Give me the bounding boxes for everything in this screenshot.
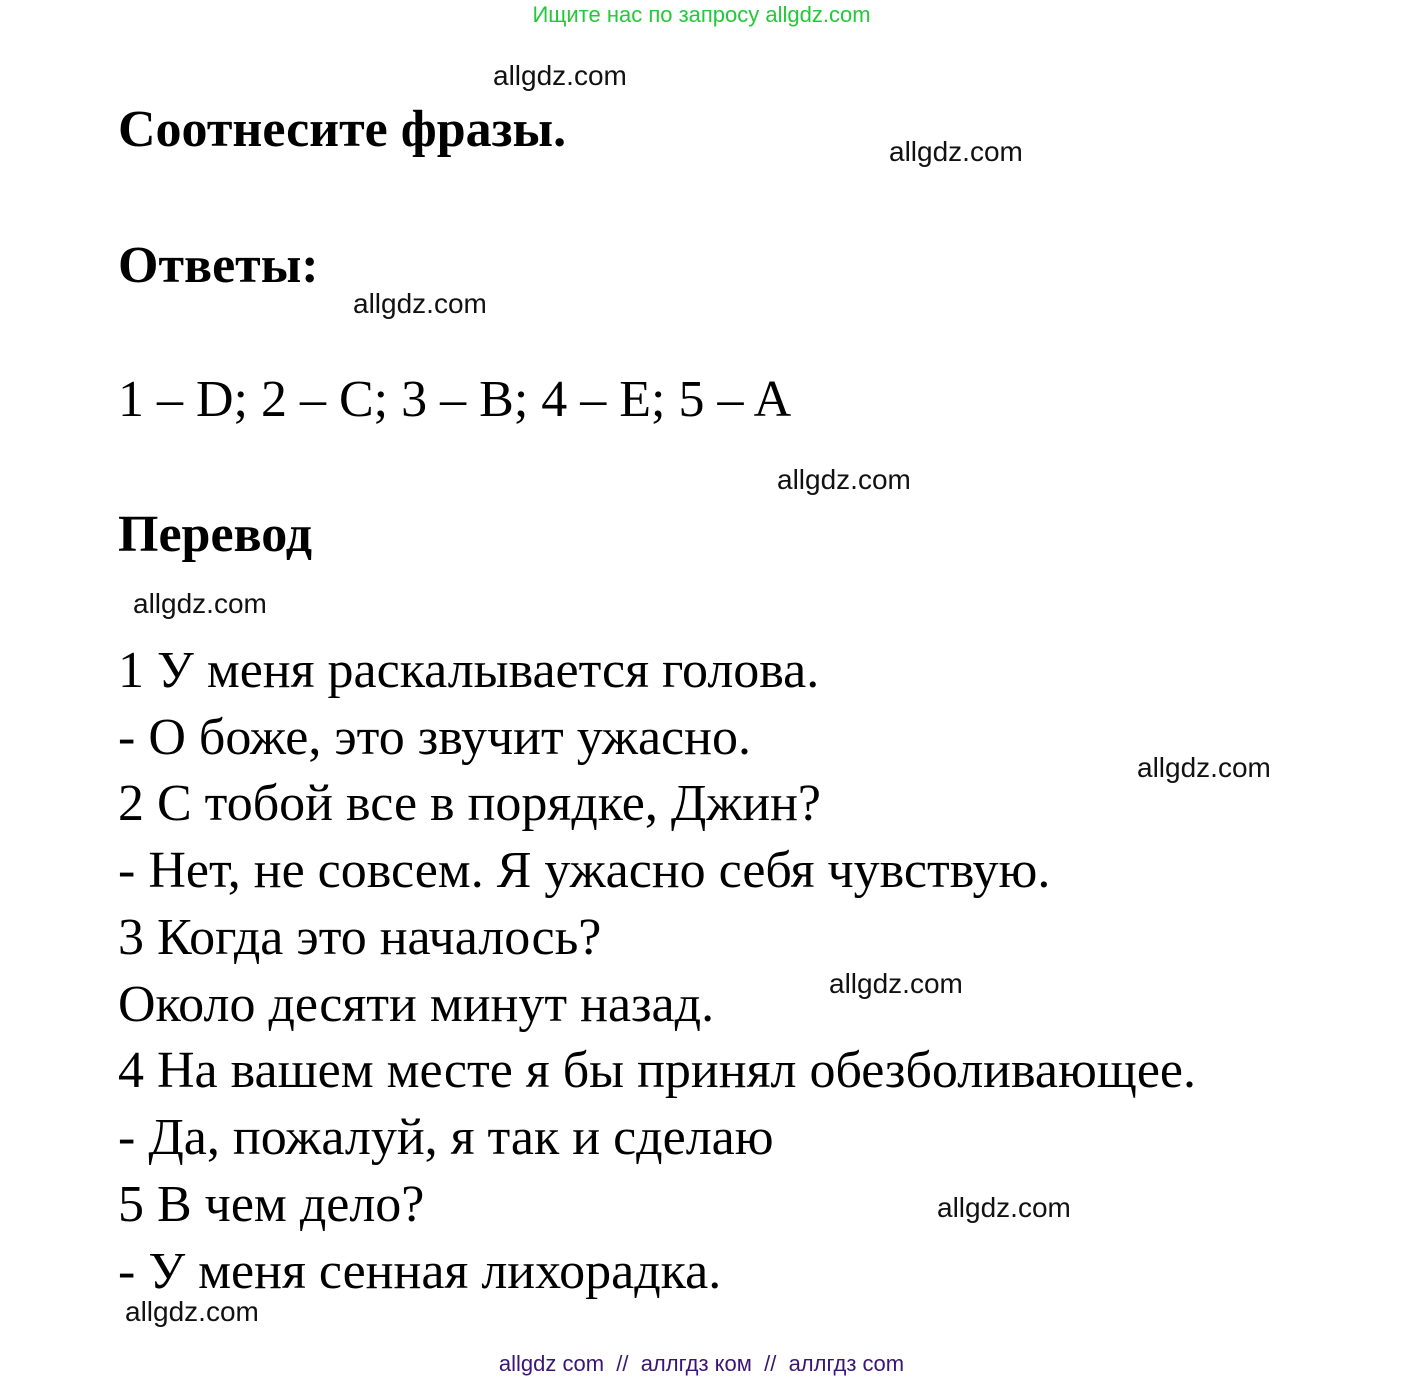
translation-line: 1 У меня раскалывается голова. (118, 642, 820, 699)
translation-line: - Да, пожалуй, я так и сделаю (118, 1109, 774, 1166)
watermark: allgdz.com (133, 588, 267, 619)
watermark: allgdz.com (829, 968, 963, 999)
translation-line: 3 Когда это началось? (118, 909, 602, 966)
watermark: allgdz.com (1137, 752, 1271, 783)
translation-line: - У меня сенная лихорадка. (118, 1243, 722, 1300)
watermark: allgdz.com (889, 136, 1023, 167)
watermark: allgdz.com (777, 464, 911, 495)
answers-line: 1 – D; 2 – C; 3 – B; 4 – E; 5 – A (118, 371, 792, 428)
task-title: Соотнесите фразы. (118, 101, 567, 158)
translation-line: 4 На вашем месте я бы принял обезболивающее. (118, 1042, 1197, 1099)
bottom-banner[interactable]: allgdz com // аллгдз ком // аллгдз com (498, 1351, 905, 1376)
watermark: allgdz.com (937, 1192, 1071, 1223)
translation-heading: Перевод (118, 506, 313, 563)
answers-heading: Ответы: (118, 237, 319, 294)
watermark: allgdz.com (493, 60, 627, 91)
translation-line: 5 В чем дело? (118, 1176, 425, 1233)
translation-line: 2 С тобой все в порядке, Джин? (118, 775, 821, 832)
watermark: allgdz.com (125, 1296, 259, 1327)
translation-line: - Нет, не совсем. Я ужасно себя чувствую. (118, 842, 1051, 899)
watermark: allgdz.com (353, 288, 487, 319)
translation-line: Около десяти минут назад. (118, 976, 715, 1033)
translation-line: - О боже, это звучит ужасно. (118, 709, 751, 766)
top-banner[interactable]: Ищите нас по запросу allgdz.com (532, 2, 871, 27)
